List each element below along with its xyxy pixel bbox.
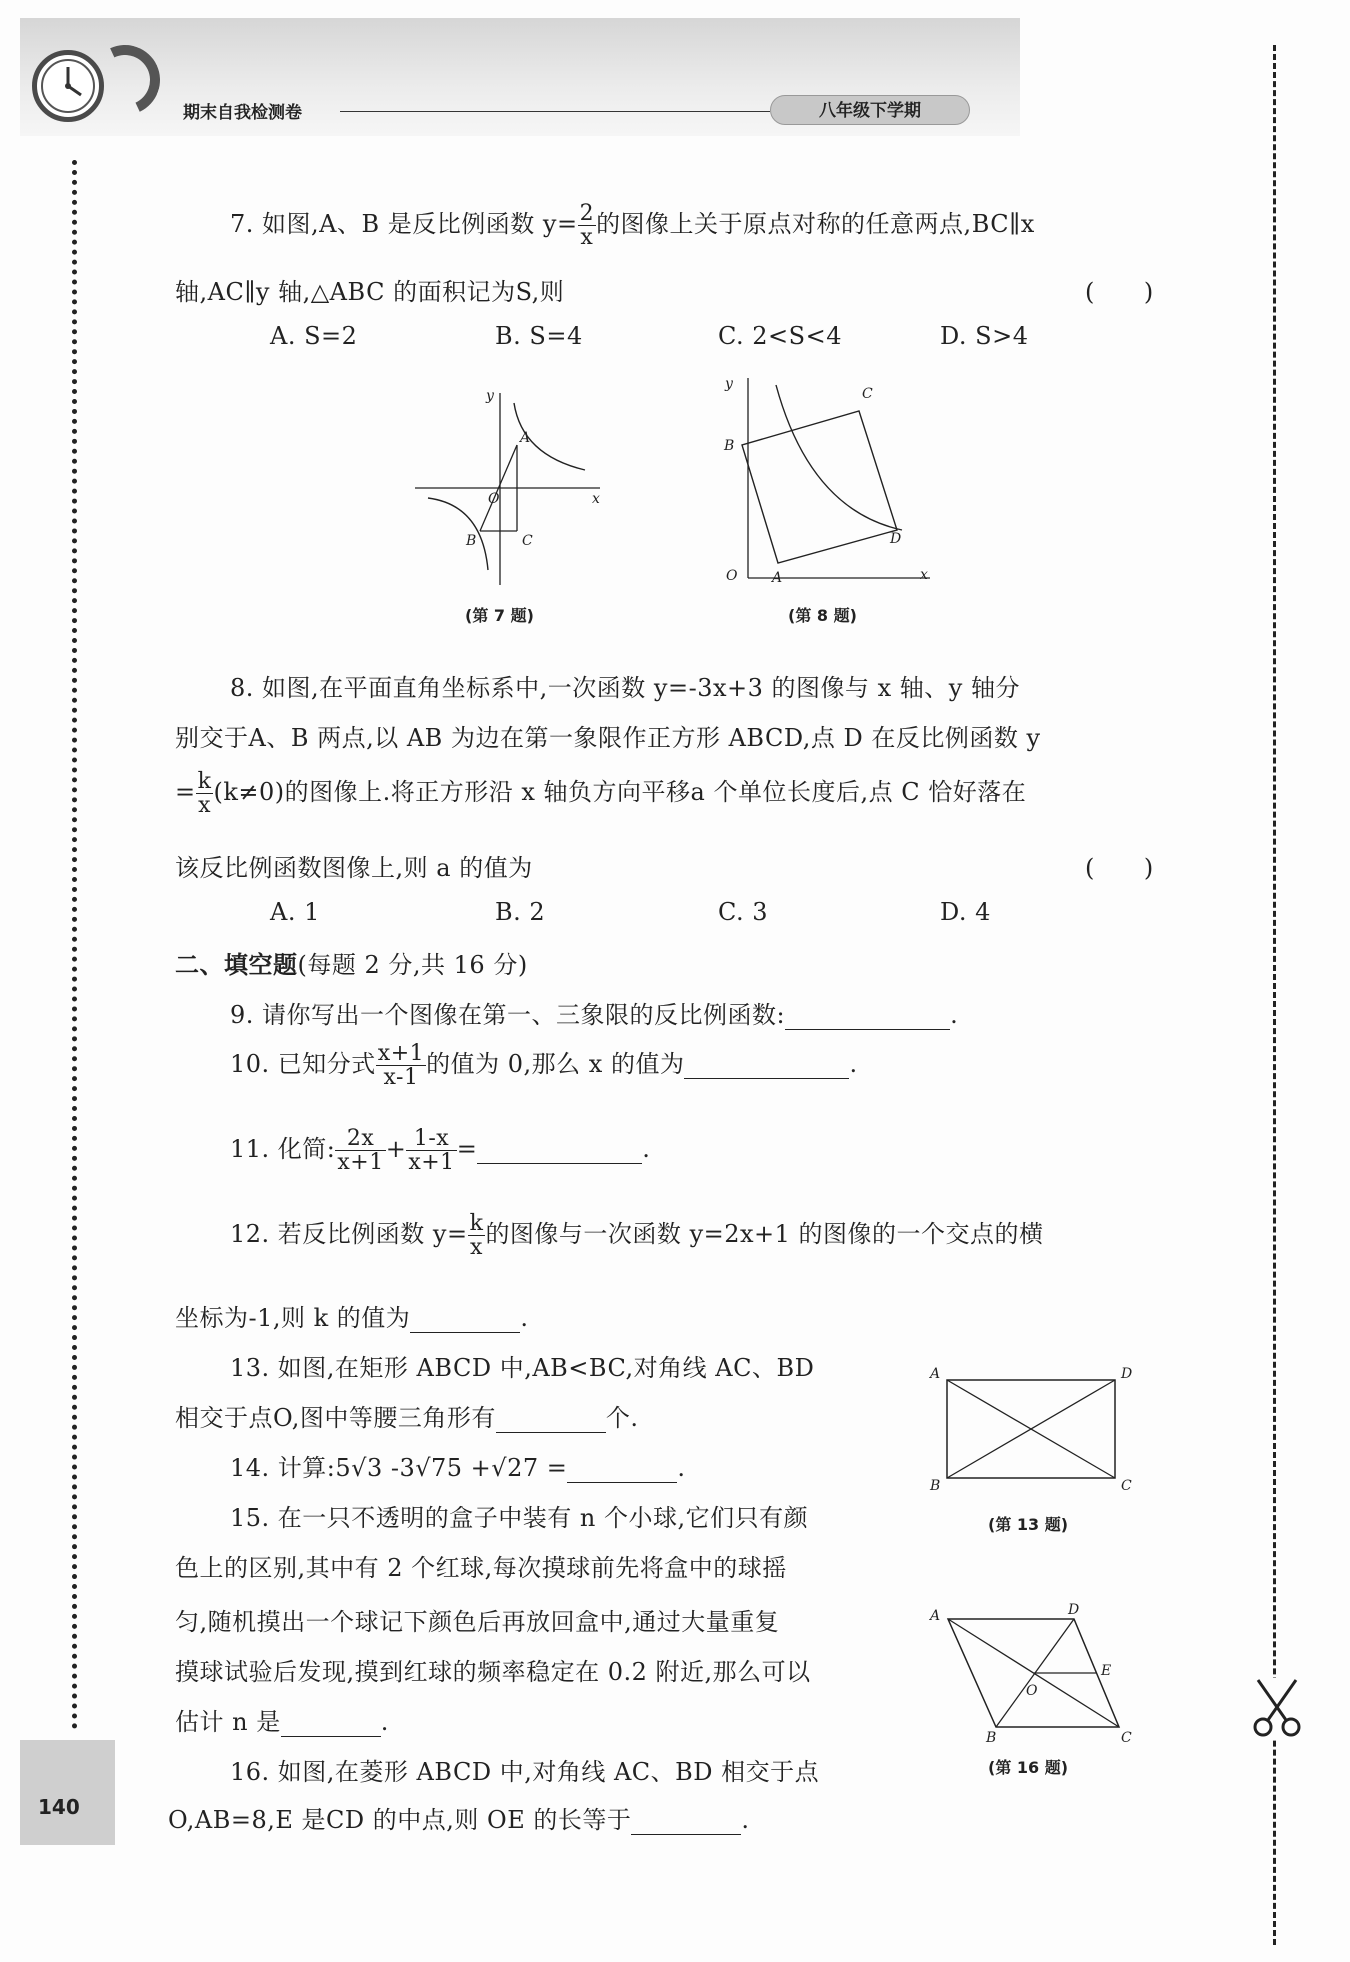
grade-tag: 八年级下学期 — [770, 95, 970, 125]
q15-end: . — [380, 1708, 389, 1736]
fig7-label-y: y — [486, 388, 494, 404]
fig16-label-d: D — [1068, 1602, 1080, 1618]
header-title: 期末自我检测卷 — [183, 103, 302, 123]
q15-line5 — [175, 1702, 389, 1737]
header-rule — [340, 111, 770, 112]
q9-line — [230, 995, 958, 1030]
q12-line1 — [230, 1212, 1044, 1259]
q13-answer-blank[interactable] — [496, 1404, 606, 1433]
page-number: 140 — [38, 1795, 80, 1819]
q16-line2 — [168, 1800, 749, 1835]
dotted-margin — [72, 160, 77, 1730]
frac-den: x — [580, 225, 594, 251]
scissors-icon — [1248, 1678, 1306, 1738]
figure-13 — [928, 1365, 1138, 1495]
q12-text-line2: 坐标为-1,则 k 的值为 — [175, 1304, 411, 1332]
q8-fraction — [196, 770, 214, 817]
q16-line1: 16. 如图,在菱形 ABCD 中,对角线 AC、BD 相交于点 — [230, 1758, 820, 1786]
fig7-label-o: O — [488, 491, 500, 507]
section2-heading — [175, 945, 528, 980]
q8-line4: 该反比例函数图像上,则 a 的值为 — [175, 854, 533, 882]
q15-text-line5: 估计 n 是 — [175, 1708, 281, 1736]
frac-den: x+1 — [408, 1150, 455, 1176]
q14-end: . — [677, 1454, 686, 1482]
q9-text: 9. 请你写出一个图像在第一、三象限的反比例函数: — [230, 1001, 786, 1029]
frac-num: k — [197, 769, 212, 794]
fig13-caption: (第 13 题) — [988, 1515, 1069, 1534]
q8-text-a: = — [175, 778, 196, 807]
fig8-caption: (第 8 题) — [788, 606, 857, 625]
fig8-label-o: O — [726, 568, 738, 584]
q11-text-a: 11. 化简: — [230, 1135, 336, 1164]
q14-line — [230, 1448, 686, 1483]
section2-note: (每题 2 分,共 16 分) — [297, 951, 528, 979]
fig8-curve — [776, 385, 902, 530]
figure-8 — [720, 370, 940, 590]
q7-text-a: 7. 如图,A、B 是反比例函数 y= — [230, 210, 578, 239]
q13-line2 — [175, 1398, 639, 1433]
fig8-label-d: D — [890, 531, 902, 547]
q11-line — [230, 1127, 650, 1174]
fig7-label-b: B — [466, 533, 477, 549]
q9-answer-blank[interactable] — [785, 1001, 950, 1030]
q8-option-b: B. 2 — [495, 898, 546, 926]
fig8-label-c: C — [862, 386, 873, 402]
frac-num: 1-x — [406, 1127, 456, 1151]
frac-den: x — [198, 793, 211, 819]
fig16-caption: (第 16 题) — [988, 1758, 1069, 1777]
frac-num: 2 — [579, 201, 595, 226]
q11-plus: + — [385, 1135, 407, 1164]
frac-den: x+1 — [337, 1150, 384, 1176]
fig16-label-e: E — [1101, 1663, 1112, 1679]
q7-option-a: A. S=2 — [270, 322, 358, 350]
q13-end: 个. — [605, 1404, 639, 1432]
q12-line2 — [175, 1298, 528, 1333]
fig8-label-x: x — [920, 567, 928, 583]
figure-16 — [928, 1602, 1138, 1742]
q7-line1 — [230, 202, 1035, 249]
q10-end: . — [849, 1050, 858, 1079]
fig8-label-a: A — [772, 570, 783, 586]
q15-line2: 色上的区别,其中有 2 个红球,每次摸球前先将盒中的球摇 — [175, 1554, 787, 1582]
q12-end: . — [520, 1304, 529, 1332]
fig7-caption: (第 7 题) — [465, 606, 534, 625]
q10-fraction — [376, 1042, 426, 1089]
q15-line4: 摸球试验后发现,摸到红球的频率稳定在 0.2 附近,那么可以 — [175, 1658, 811, 1686]
q8-option-a: A. 1 — [270, 898, 320, 926]
fig8-label-y: y — [725, 376, 733, 392]
q7-option-c: C. 2<S<4 — [718, 322, 842, 350]
q11-fraction-1 — [335, 1127, 385, 1174]
q13-line1: 13. 如图,在矩形 ABCD 中,AB<BC,对角线 AC、BD — [230, 1354, 815, 1382]
fig13-label-d: D — [1121, 1366, 1133, 1382]
frac-num: k — [469, 1211, 484, 1236]
fig16-label-b: B — [986, 1730, 997, 1742]
q15-line3: 匀,随机摸出一个球记下颜色后再放回盒中,通过大量重复 — [175, 1608, 780, 1636]
fig13-label-b: B — [930, 1478, 941, 1494]
q7-line2: 轴,AC∥y 轴,△ABC 的面积记为S,则 — [175, 278, 565, 306]
q14-answer-blank[interactable] — [567, 1454, 677, 1483]
q8-option-d: D. 4 — [940, 898, 991, 926]
frac-den: x-1 — [383, 1065, 419, 1091]
q8-option-c: C. 3 — [718, 898, 769, 926]
fig16-label-o: O — [1026, 1683, 1038, 1699]
q10-answer-blank[interactable] — [684, 1050, 849, 1079]
q11-equals: = — [456, 1135, 478, 1164]
q8-line2: 别交于A、B 两点,以 AB 为边在第一象限作正方形 ABCD,点 D 在反比例函数 y — [175, 724, 1041, 752]
page-number-box — [20, 1740, 115, 1845]
q10-line — [230, 1042, 858, 1089]
q12-text-b: 的图像与一次函数 y=2x+1 的图像的一个交点的横 — [485, 1220, 1044, 1249]
fig7-curve-lower — [428, 498, 488, 570]
fig13-label-a: A — [930, 1366, 941, 1382]
q15-line1: 15. 在一只不透明的盒子中装有 n 个小球,它们只有颜 — [230, 1504, 809, 1532]
figure-7 — [410, 385, 610, 590]
q9-end: . — [950, 1001, 959, 1029]
q7-answer-paren: ( ) — [1085, 278, 1154, 306]
q16-end: . — [741, 1806, 750, 1834]
q10-text-a: 10. 已知分式 — [230, 1050, 376, 1079]
fig8-label-b: B — [724, 438, 735, 454]
frac-num: x+1 — [377, 1041, 425, 1066]
q8-answer-paren: ( ) — [1085, 854, 1154, 882]
q11-fraction-2 — [406, 1127, 456, 1174]
frac-num: 2x — [335, 1127, 385, 1151]
fig16-label-a: A — [930, 1608, 941, 1624]
q7-text-b: 的图像上关于原点对称的任意两点,BC∥x — [596, 210, 1035, 239]
q13-text-line2: 相交于点O,图中等腰三角形有 — [175, 1404, 496, 1432]
q8-line3 — [175, 770, 1026, 817]
q16-answer-blank[interactable] — [631, 1806, 741, 1835]
q12-answer-blank[interactable] — [410, 1304, 520, 1333]
frac-den: x — [470, 1235, 483, 1261]
fig8-square — [742, 411, 897, 563]
fig7-label-a: A — [520, 430, 531, 446]
q12-text-a: 12. 若反比例函数 y= — [230, 1220, 468, 1249]
q8-text-b: (k≠0)的图像上.将正方形沿 x 轴负方向平移a 个单位长度后,点 C 恰好落在 — [213, 778, 1027, 807]
q8-line1: 8. 如图,在平面直角坐标系中,一次函数 y=-3x+3 的图像与 x 轴、y 轴分 — [230, 674, 1020, 702]
q16-text-line2: O,AB=8,E 是CD 的中点,则 OE 的长等于 — [168, 1806, 632, 1834]
fig7-label-c: C — [522, 533, 533, 549]
q7-option-d: D. S>4 — [940, 322, 1029, 350]
q11-end: . — [642, 1135, 651, 1164]
q7-fraction — [578, 202, 597, 249]
fig7-label-x: x — [592, 491, 600, 507]
section2-title: 二、填空题 — [175, 951, 298, 979]
q10-text-b: 的值为 0,那么 x 的值为 — [426, 1050, 685, 1079]
fig16-label-c: C — [1121, 1730, 1132, 1742]
q11-answer-blank[interactable] — [477, 1135, 642, 1164]
fig13-label-c: C — [1121, 1478, 1132, 1494]
cut-line — [1273, 45, 1276, 1945]
q7-option-b: B. S=4 — [495, 322, 583, 350]
q15-answer-blank[interactable] — [281, 1708, 381, 1737]
q12-fraction — [468, 1212, 486, 1259]
q14-text: 14. 计算:5√3 -3√75 +√27 = — [230, 1454, 568, 1482]
